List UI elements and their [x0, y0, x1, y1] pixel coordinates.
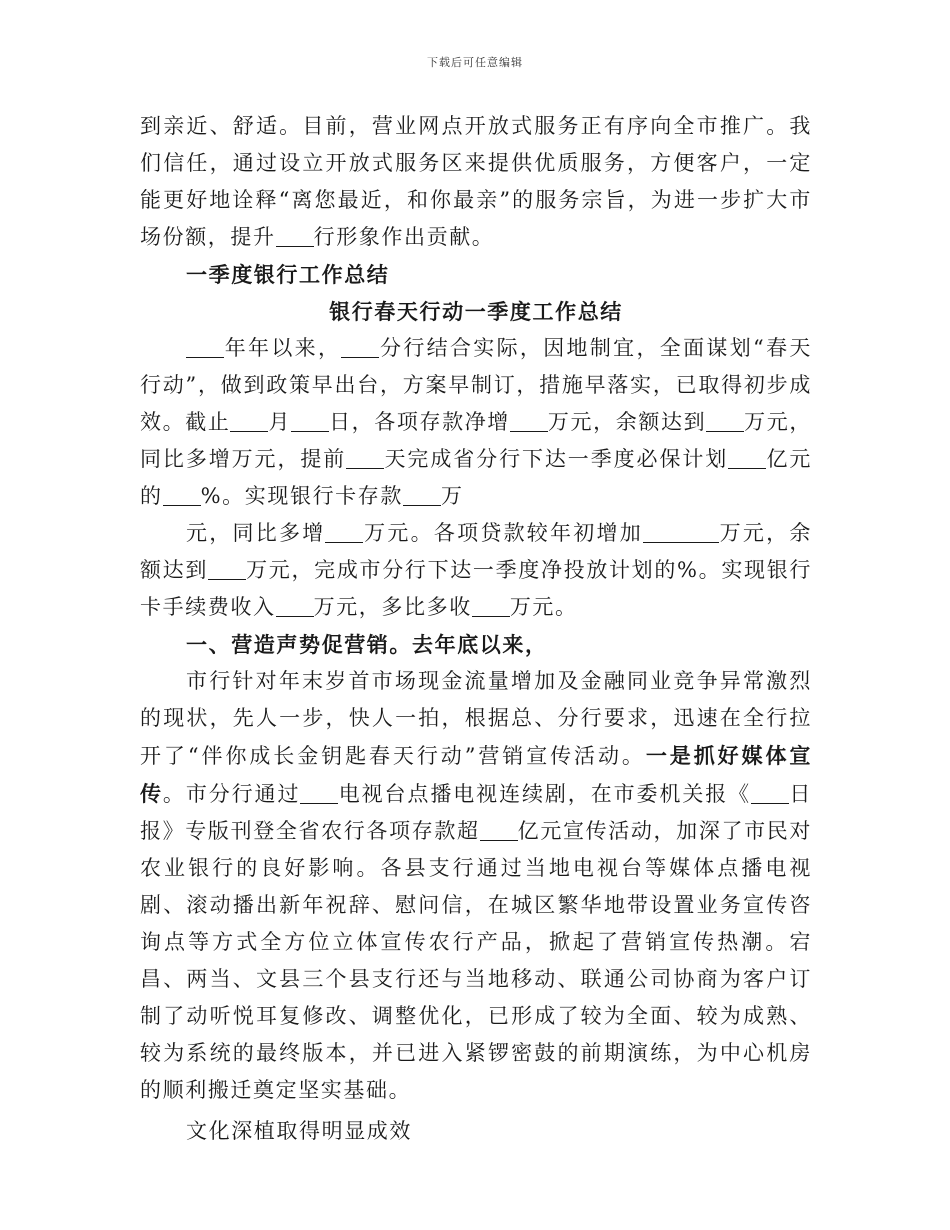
fill-blank	[208, 559, 246, 580]
document-title: 银行春天行动一季度工作总结	[329, 299, 623, 324]
fill-blank	[163, 485, 201, 506]
text-run: %。实现银行卡存款	[200, 484, 403, 508]
text-run: 到亲近、舒适。目前，营业网点开放式服务正有序向全市推广。我们信任，通过设立开放式服务区来提供优质服务，方便客户，一定能更好地诠释“离您最近，和你最亲”的服务宗旨，为进一步扩大市场份额，提升	[140, 114, 812, 249]
fill-blank	[341, 337, 379, 358]
fill-blank	[325, 522, 363, 543]
fill-blank	[276, 596, 314, 617]
fill-blank	[230, 411, 268, 432]
section-heading: 一季度银行工作总结	[186, 262, 390, 287]
paragraph-loans	[140, 515, 812, 626]
text-run: 天完成省分行下达一季度必保计划	[384, 447, 729, 471]
fill-blank	[728, 448, 766, 469]
text-run: 年年以来，	[224, 336, 342, 360]
fill-blank	[472, 596, 510, 617]
text-run: 电视台点播电视连续剧，在市委机关报《	[338, 782, 752, 806]
text-run: 亿元宣传活动，加深了市民对农业银行的良好影响。各县支行通过当地电视台等媒体点播电视剧、滚动播出新年祝辞、慰问信，在城区繁华地带设置业务宣传咨询点等方式全方位立体宣传农行产品，掀起了营销宣传热潮。宕昌、两当、文县三个县支行还与当地移动、联通公司协商为客户订制了动听悦耳复修改、调整优化，已形成了较为全面、较为成熟、较为系统的最终版本，并已进入紧锣密鼓的前期演练，为中心机房的顺利搬迁奠定坚实基础。	[140, 819, 812, 1102]
fill-blank	[291, 411, 329, 432]
text-run: 。市分行通过	[162, 782, 301, 806]
document-body	[140, 108, 812, 1150]
fill-blank	[706, 411, 744, 432]
text-run: 万元，余额达到	[140, 521, 813, 582]
text-run: 月	[268, 410, 292, 434]
fill-blank	[276, 226, 314, 247]
text-run: 万	[440, 484, 464, 508]
fill-blank	[186, 337, 224, 358]
text-run: 万元，余额达到	[547, 410, 707, 434]
text-run: 万元。	[509, 595, 578, 619]
text-run: 分行结合实际，因地制宜，全面谋划“春天行动”，做到政策早出台，方案早制订，措施早落实，已取得初步成效。截止	[140, 336, 813, 434]
text-run: 元，同比多增	[186, 521, 326, 545]
fill-blank	[346, 448, 384, 469]
fill-blank	[480, 820, 518, 841]
text-run: 亿元的	[140, 447, 813, 508]
section-heading: 一、营造声势促营销。去年底以来，	[186, 632, 548, 657]
fill-blank	[751, 783, 789, 804]
text-run: 行形象作出贡献。	[313, 225, 495, 249]
text-run: 万元。各项贷款较年初增加	[363, 521, 644, 545]
fill-blank	[643, 522, 719, 543]
paragraph-marketing	[140, 663, 812, 1109]
text-run: 市行针对年末岁首市场现金流量增加及金融同业竞争异常激烈的现状，先人一步，快人一拍，根据总、分行要求，迅速在全行拉开了“伴你成长金钥匙春天行动”营销宣传活动。	[140, 669, 812, 768]
fill-blank	[510, 411, 548, 432]
text-run: 万元，多比多收	[313, 595, 472, 619]
fill-blank	[403, 485, 441, 506]
paragraph-continuation	[140, 108, 812, 256]
text-run: 万元，完成市分行下达一季度净投放计划的%。实现银行卡手续费收入	[140, 558, 812, 619]
text-run: 日，各项存款净增	[329, 410, 510, 434]
page-header-note: 下载后可任意编辑	[427, 56, 523, 69]
fill-blank	[300, 783, 338, 804]
text-run: 日报》专版刊登全省农行各项存款超	[140, 782, 812, 843]
paragraph-summary	[140, 330, 812, 515]
emphasis-text: 一是抓好媒体宣传	[140, 743, 812, 806]
paragraph-culture: 文化深植取得明显成效	[186, 1119, 412, 1143]
text-run: 万元，同比多增万元，提前	[140, 410, 812, 471]
